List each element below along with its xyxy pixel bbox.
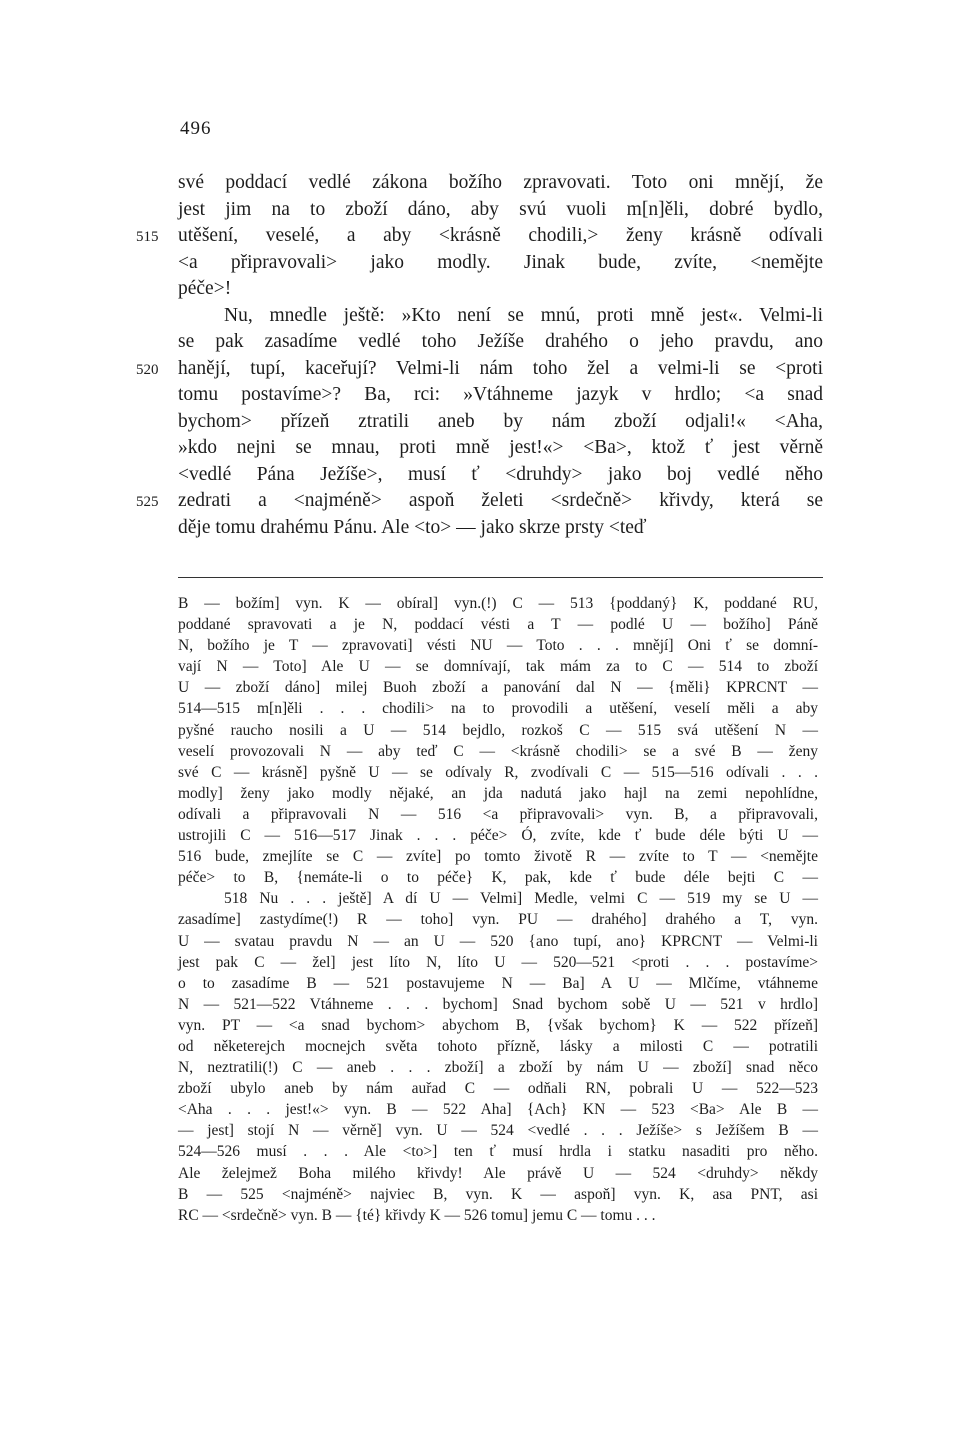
apparatus-line: vají N — Toto] Ale U — se domnívají, tak mám za to C — 514 to zboží xyxy=(178,658,818,676)
critical-apparatus xyxy=(178,593,818,1226)
page-number: 496 xyxy=(180,118,212,139)
line-text: zedrati a <najméně> aspoň želeti <srdečně> křivdy, která se xyxy=(178,490,823,511)
text-line xyxy=(178,170,823,197)
text-line xyxy=(178,197,823,224)
text-line xyxy=(178,276,823,303)
apparatus-line: Ale želejmež Boha milého křivdy! Ale právě U — 524 <druhdy> někdy xyxy=(178,1164,818,1182)
text-line xyxy=(178,409,823,436)
line-number: 525 xyxy=(136,494,159,510)
line-text: »kdo nejni se mnau, proti mně jest!«> <Ba>, ktož ť jest věrně xyxy=(178,437,823,458)
text-line xyxy=(178,382,823,409)
apparatus-line: péče> to B, {nemáte-li o to péče} K, pak, kde ť bude déle bejti C — xyxy=(178,869,818,887)
apparatus-line: N, neztratili(!) C — aneb . . . zboží] a zboží by nám U — zboží] snad něco xyxy=(178,1059,818,1077)
apparatus-line: N, božího je T — zpravovati] vésti NU — Toto . . . mnějí] Oni ť se domní- xyxy=(178,637,818,655)
apparatus-line: vyn. PT — <a snad bychom> abychom B, {však bychom} K — 522 přízeň] xyxy=(178,1016,818,1034)
line-text: jest jim na to zboží dáno, aby svú vuoli m[n]ěli, dobré bydlo, xyxy=(178,198,823,220)
apparatus-line: U — zboží dáno] milej Buoh zboží a panování dal N — {měli} KPRCNT — xyxy=(178,679,818,697)
line-text: péče>! xyxy=(178,278,232,299)
apparatus-line: RC — <srdečně> vyn. B — {té} křivdy K — 526 tomu] jemu C — tomu . . . xyxy=(178,1206,656,1224)
line-text: děje tomu drahému Pánu. Ale <to> — jako skrze prsty <teď xyxy=(178,516,647,538)
text-line xyxy=(178,515,823,542)
apparatus-line: 514—515 m[n]ěli . . . chodili> na to provodili a utěšení, veselí měli a aby xyxy=(178,700,818,718)
apparatus-line: B — božím] vyn. K — obíral] vyn.(!) C — 513 {poddaný} K, poddané RU, xyxy=(178,595,818,612)
apparatus-line: — jest] stojí N — věrně] vyn. U — 524 <vedlé . . . Ježíše> s Ježíšem B — xyxy=(178,1122,818,1140)
line-text: se pak zasadíme vedlé toho Ježíše drahého o jeho pravdu, ano xyxy=(178,331,823,352)
apparatus-line: jest pak C — žel] jest líto N, líto U — 520—521 <proti . . . postavíme> xyxy=(178,953,818,971)
footnote-rule xyxy=(178,577,823,578)
apparatus-line: B — 525 <najméně> najviec B, vyn. K — aspoň] vyn. K, asa PNT, asi xyxy=(178,1185,818,1203)
text-line xyxy=(136,488,823,515)
apparatus-line: N — 521—522 Vtáhneme . . . bychom] Snad bychom sobě U — 521 v hrdlo] xyxy=(178,995,818,1013)
line-number: 520 xyxy=(136,361,159,378)
line-text: hanějí, tupí, kaceřují? Velmi-li nám toho žel a velmi-li se <proti xyxy=(178,357,823,379)
text-line xyxy=(178,462,823,489)
line-number: 515 xyxy=(136,229,159,245)
apparatus-line: zasadíme] zastydíme(!) R — toho] vyn. PU — drahého] drahého a T, vyn. xyxy=(178,911,818,929)
apparatus-line: veselí provozovali N — aby teď C — <krásně chodili> se a své B — ženy xyxy=(178,742,818,760)
text-line xyxy=(178,329,823,356)
apparatus-line: <Aha . . . jest!«> vyn. B — 522 Aha] {Ach} KN — 523 <Ba> Ale B — xyxy=(178,1101,818,1119)
apparatus-line: poddané spravovati a je N, poddací vésti a T — podlé U — božího] Páně xyxy=(178,616,818,634)
apparatus-line: ustrojili C — 516—517 Jinak . . . péče> Ó, zvíte, kde ť bude déle býti U — xyxy=(178,827,818,845)
text-line xyxy=(136,223,823,250)
apparatus-line: od něketerejch mocnejch světa tohoto přízně, lásky a milosti C — potratili xyxy=(178,1037,818,1055)
apparatus-line: 516 bude, zmejlíte se C — zvíte] po tomto životě R — zvíte to T — <nemějte xyxy=(178,848,818,866)
line-text: <a připravovali> jako modly. Jinak bude, zvíte, <nemějte xyxy=(178,251,823,273)
apparatus-line: 518 Nu . . . ještě] A dí U — Velmi] Medle, velmi C — 519 my se U — xyxy=(224,890,818,908)
text-line xyxy=(178,250,823,277)
line-text: utěšení, veselé, a aby <krásně chodili,> ženy krásně odívali xyxy=(178,225,823,246)
apparatus-line: odívali a připravovali N — 516 <a připravovali> vyn. B, a připravovali, xyxy=(178,805,818,823)
line-text: tomu postavíme>? Ba, rci: »Vtáhneme jazyk v hrdlo; <a snad xyxy=(178,384,823,405)
text-line xyxy=(136,356,823,383)
main-text xyxy=(136,170,823,541)
apparatus-line: 524—526 musí . . . Ale <to>] ten ť musí hrdla i statku nasaditi pro něho. xyxy=(178,1143,818,1161)
apparatus-line: pyšné raucho nosili a U — 514 bejdlo, rozkoš C — 515 svá utěšení N — xyxy=(178,721,818,739)
apparatus-line: zboží ubylo aneb by nám auřad C — odňali RN, pobrali U — 522—523 xyxy=(178,1080,818,1098)
text-line xyxy=(178,303,823,330)
text-line xyxy=(178,435,823,462)
apparatus-line: modly] ženy jako modly nějaké, an jda nadutá jako hajl na zemi nepohlídne, xyxy=(178,784,818,802)
apparatus-line: o to zasadíme B — 521 postavujeme N — Ba] A U — Mlčíme, vtáhneme xyxy=(178,974,818,992)
apparatus-line: U — svatau pravdu N — an U — 520 {ano tupí, ano} KPRCNT — Velmi-li xyxy=(178,932,818,950)
line-text: Nu, mnedle ještě: »Kto není se mnú, proti mně jest«. Velmi-li xyxy=(224,304,823,326)
apparatus-line: své C — krásně] pyšně U — se odívaly R, zvodívali C — 515—516 odívali . . . xyxy=(178,763,818,781)
line-text: <vedlé Pána Ježíše>, musí ť <druhdy> jako boj vedlé něho xyxy=(178,463,823,485)
line-text: své poddací vedlé zákona božího zpravovati. Toto oni mnějí, že xyxy=(178,172,823,193)
line-text: bychom> přízeň ztratili aneb by nám zboží odjali!« <Aha, xyxy=(178,410,823,432)
